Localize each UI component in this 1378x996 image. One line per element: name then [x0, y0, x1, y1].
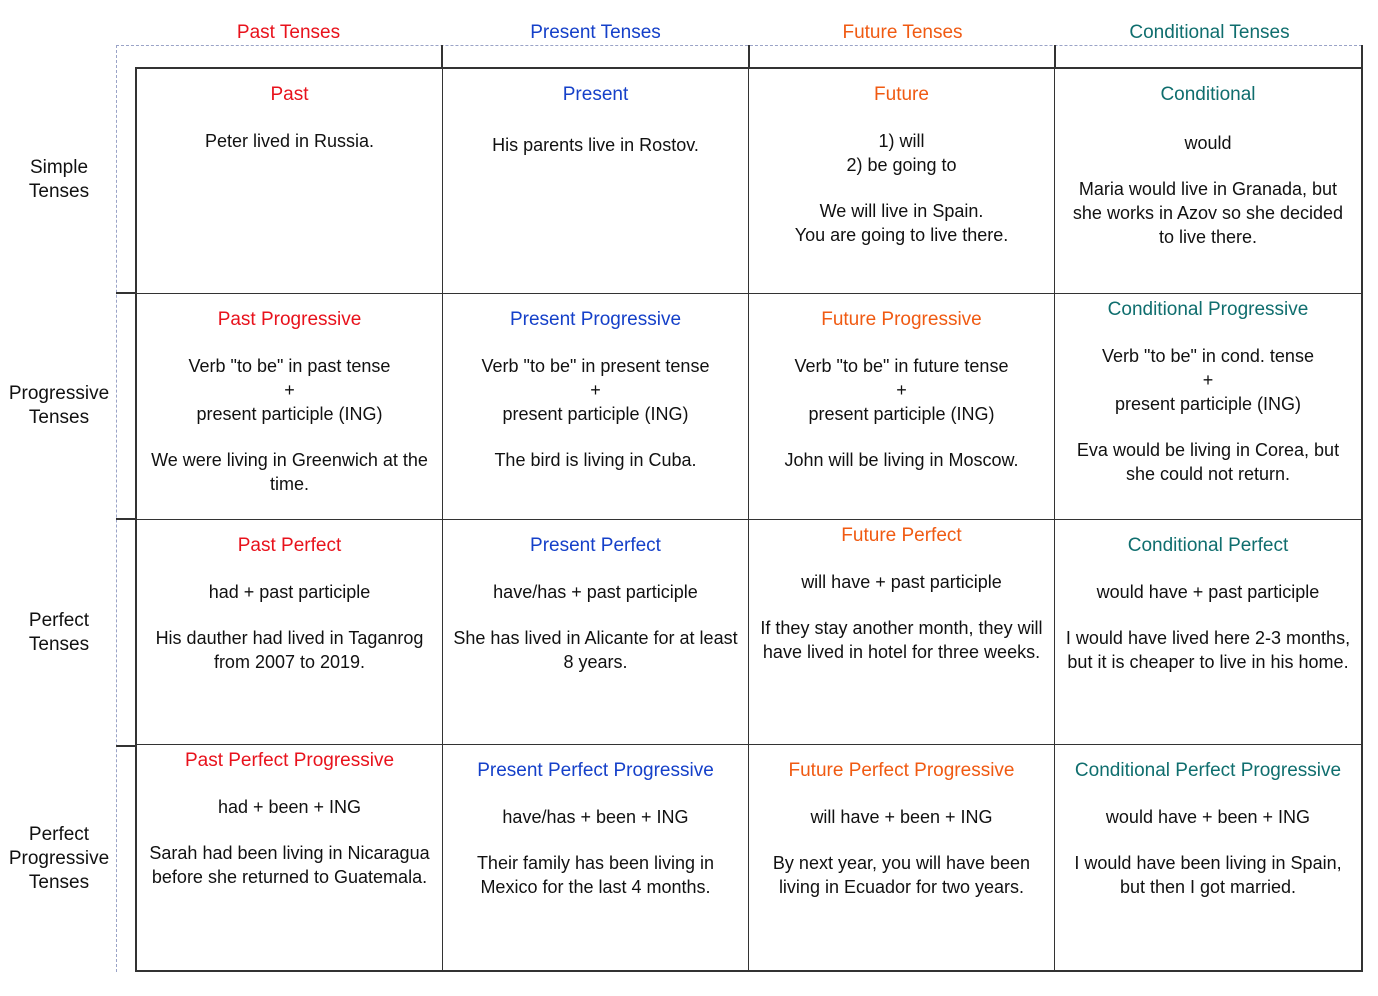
- cell-future-perfect: [749, 520, 1055, 745]
- cell-example: We will live in Spain. You are going to live there.: [794, 201, 1009, 245]
- cell-title: Past Progressive: [217, 309, 362, 331]
- cell-example: She has lived in Alicante for at least 8 years.: [453, 627, 738, 672]
- cell-formula: Verb "to be" in past tense + present participle (ING): [188, 356, 391, 425]
- cell-example: His dauther had lived in Taganrog from 2007 to 2019.: [155, 627, 424, 672]
- row-rule: [116, 518, 136, 520]
- cell-title: Present Perfect Progressive: [477, 759, 714, 781]
- cell-example: I would have lived here 2-3 months, but it is cheaper to live in his home.: [1065, 627, 1351, 672]
- cell-formula: would have + been + ING: [1105, 806, 1311, 827]
- column-tick: [1361, 45, 1363, 67]
- cell-example: By next year, you will have been living in Ecuador for two years.: [772, 852, 1031, 897]
- cell-past-perfect: [137, 520, 443, 745]
- cell-example: Their family has been living in Mexico for the last 4 months.: [476, 852, 715, 897]
- cell-conditional-perfect: [1055, 520, 1361, 745]
- column-header-past: Past Tenses: [236, 22, 341, 43]
- cell-formula: will have + been + ING: [810, 806, 993, 827]
- cell-title: Future Perfect: [841, 524, 962, 546]
- cell-example: John will be living in Moscow.: [784, 450, 1019, 471]
- cell-formula: had + past participle: [208, 581, 371, 602]
- cell-conditional-perfect-progressive: [1055, 745, 1361, 970]
- cell-formula: had + been + ING: [217, 796, 362, 817]
- cell-past-progressive: [137, 294, 443, 519]
- cell-example: Maria would live in Granada, but she works in Azov so she decided to live there.: [1072, 179, 1344, 247]
- cell-conditional-simple: [1055, 69, 1361, 294]
- cell-formula: would: [1184, 133, 1232, 153]
- column-ticks: [135, 45, 1363, 67]
- cell-title: Past Perfect Progressive: [184, 749, 395, 771]
- cell-title: Conditional Perfect: [1127, 534, 1289, 556]
- cell-title: Conditional Perfect Progressive: [1074, 759, 1342, 781]
- cell-future-perfect-progressive: [749, 745, 1055, 970]
- cell-example: His parents live in Rostov.: [492, 135, 699, 155]
- cell-example: We were living in Greenwich at the time.: [151, 450, 428, 495]
- cell-example: Sarah had been living in Nicaragua before she returned to Guatemala.: [149, 842, 430, 887]
- row-rule: [116, 292, 136, 294]
- cell-formula: have/has + past participle: [493, 581, 698, 602]
- cell-example: I would have been living in Spain, but then I got married.: [1074, 852, 1342, 897]
- cell-example: Eva would be living in Corea, but she could not return.: [1076, 440, 1340, 485]
- cell-title: Present: [562, 84, 629, 105]
- row-header-progressive: Progressive Tenses: [8, 383, 110, 429]
- cell-title: Present Progressive: [509, 309, 682, 331]
- column-header-future: Future Tenses: [842, 22, 963, 43]
- cell-title: Past Perfect: [237, 534, 342, 556]
- cell-example: If they stay another month, they will have lived in hotel for three weeks.: [760, 617, 1043, 662]
- cell-future-progressive: [749, 294, 1055, 519]
- cell-title: Conditional Progressive: [1107, 299, 1309, 321]
- cell-title: Future: [874, 84, 929, 105]
- cell-example: The bird is living in Cuba.: [494, 450, 697, 471]
- cell-title: Past: [270, 84, 309, 105]
- cell-future-simple: [749, 69, 1055, 294]
- cell-formula: would have + past participle: [1096, 581, 1320, 602]
- cell-title: Future Progressive: [821, 309, 982, 331]
- row-header-simple: Simple Tenses: [28, 157, 90, 203]
- cell-past-simple: [137, 69, 443, 294]
- cell-present-simple: [443, 69, 749, 294]
- cell-formula: will have + past participle: [801, 571, 1002, 592]
- cell-formula: have/has + been + ING: [502, 806, 689, 827]
- column-headers: [135, 18, 1363, 48]
- column-tick: [1054, 45, 1056, 67]
- row-rule: [116, 745, 136, 747]
- cell-title: Conditional: [1160, 84, 1256, 105]
- cell-title: Future Perfect Progressive: [788, 759, 1015, 781]
- cell-title: Present Perfect: [530, 534, 661, 556]
- tense-grid: [135, 67, 1363, 972]
- column-header-conditional: Conditional Tenses: [1129, 22, 1290, 43]
- row-headers: [0, 67, 118, 972]
- cell-conditional-progressive: [1055, 294, 1361, 519]
- column-header-present: Present Tenses: [530, 22, 661, 43]
- row-header-perfect-progressive: Perfect Progressive Tenses: [8, 823, 110, 893]
- cell-formula: Verb "to be" in future tense + present participle (ING): [794, 356, 1009, 425]
- cell-example: Peter lived in Russia.: [204, 131, 375, 151]
- cell-present-perfect: [443, 520, 749, 745]
- cell-present-perfect-progressive: [443, 745, 749, 970]
- cell-past-perfect-progressive: [137, 745, 443, 970]
- column-tick: [441, 45, 443, 67]
- cell-formula: Verb "to be" in cond. tense + present participle (ING): [1102, 346, 1314, 415]
- column-tick: [748, 45, 750, 67]
- cell-formula: Verb "to be" in present tense + present participle (ING): [481, 356, 710, 425]
- row-header-perfect: Perfect Tenses: [28, 609, 90, 655]
- cell-present-progressive: [443, 294, 749, 519]
- cell-formula: 1) will 2) be going to: [846, 131, 957, 175]
